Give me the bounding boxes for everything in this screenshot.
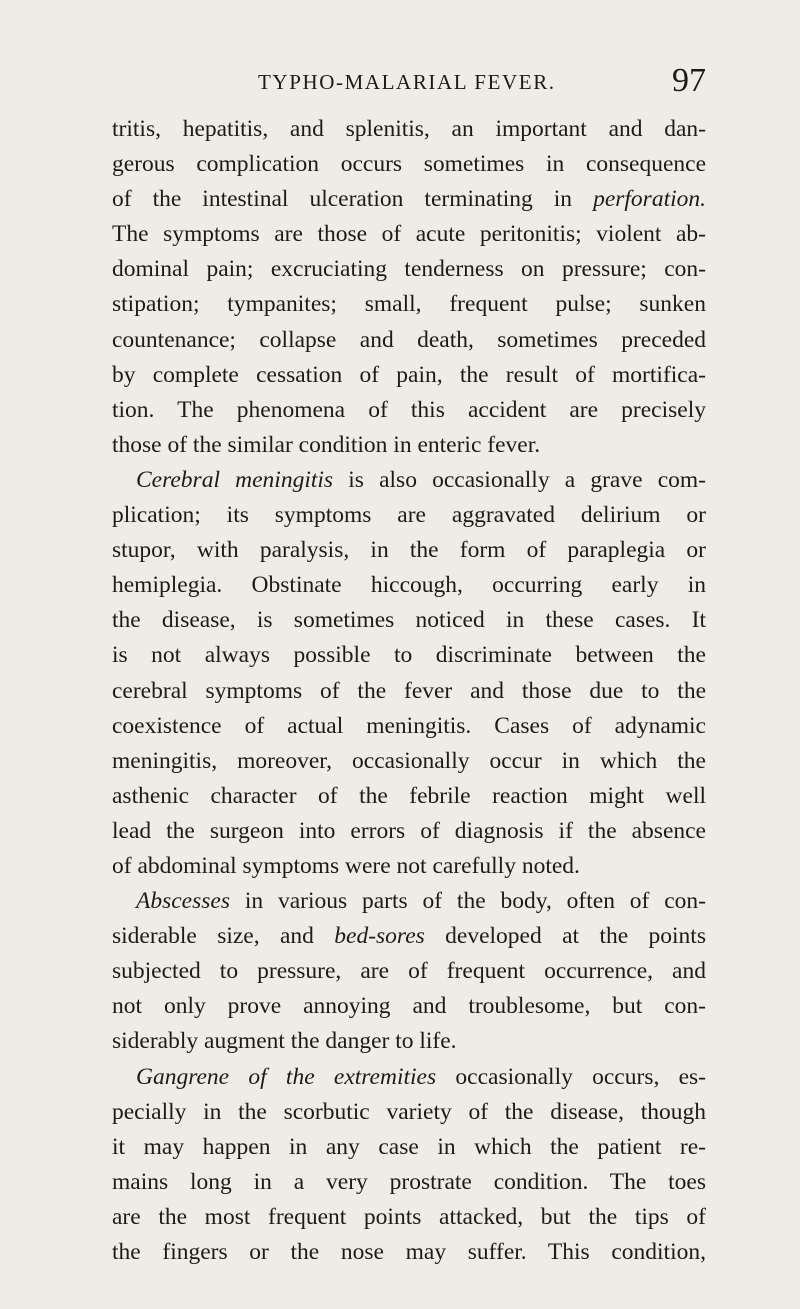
text-line [112, 1165, 706, 1200]
text-segment: gerous complication occurs sometimes in consequence [112, 151, 706, 178]
text-line [112, 779, 706, 814]
italic-term: Abscesses [136, 888, 230, 915]
text-line [112, 1235, 706, 1270]
text-line [112, 814, 706, 849]
text-line [112, 709, 706, 744]
text-segment: asthenic character of the febrile reaction might well [112, 782, 706, 809]
text-line [112, 1200, 706, 1235]
text-segment: mains long in a very prostrate condition. The toes [112, 1168, 706, 1195]
page-header [112, 62, 706, 106]
text-line [112, 112, 706, 147]
text-segment: cerebral symptoms of the fever and those due to the [112, 677, 706, 704]
text-line [112, 147, 706, 182]
text-segment: is not always possible to discriminate between the [112, 642, 706, 669]
text-line [112, 674, 706, 709]
text-line [112, 1060, 706, 1095]
italic-term: bed-sores [334, 923, 425, 950]
text-segment: lead the surgeon into errors of diagnosis if the absence [112, 817, 706, 844]
text-line [112, 638, 706, 673]
text-segment: hemiplegia. Obstinate hiccough, occurring early in [112, 572, 706, 599]
text-line [112, 1024, 706, 1059]
text-line [112, 568, 706, 603]
text-segment: stupor, with paralysis, in the form of paraplegia or [112, 537, 706, 564]
text-segment: meningitis, moreover, occasionally occur in which the [112, 747, 706, 774]
text-segment: countenance; collapse and death, sometimes preceded [112, 326, 706, 353]
text-line [112, 533, 706, 568]
text-line [112, 498, 706, 533]
text-segment: dominal pain; excruciating tenderness on pressure; con- [112, 256, 706, 283]
text-segment: stipation; tympanites; small, frequent pulse; sunken [112, 291, 706, 318]
text-segment: subjected to pressure, are of frequent occurrence, and [112, 958, 706, 985]
text-segment: it may happen in any case in which the patient re- [112, 1133, 706, 1160]
text-line [112, 989, 706, 1024]
text-segment: developed at the points [424, 923, 706, 950]
text-segment: the fingers or the nose may suffer. This condition, [112, 1239, 706, 1265]
text-line [112, 358, 706, 393]
text-line [112, 603, 706, 638]
text-segment: are the most frequent points attacked, but the tips of [112, 1203, 706, 1230]
italic-term: perforation. [593, 186, 706, 213]
text-segment: tritis, hepatitis, and splenitis, an important and dan- [112, 116, 706, 142]
text-segment: tion. The phenomena of this accident are precisely [112, 396, 706, 423]
text-line [112, 1095, 706, 1130]
text-segment: The symptoms are those of acute peritonitis; violent ab- [112, 221, 706, 248]
text-segment: by complete cessation of pain, the result of mortifica- [112, 361, 706, 388]
text-segment: siderably augment the danger to life. [112, 1028, 457, 1055]
text-segment: in various parts of the body, often of con- [229, 888, 706, 915]
page-number: 97 [672, 62, 706, 99]
text-segment: siderable size, and [112, 923, 335, 950]
text-line [112, 428, 706, 463]
text-line [112, 182, 706, 217]
text-segment: pecially in the scorbutic variety of the disease, though [112, 1098, 706, 1125]
italic-term: Gangrene of the extremities [136, 1063, 437, 1090]
text-segment: coexistence of actual meningitis. Cases of adynamic [112, 712, 706, 739]
text-line [112, 217, 706, 252]
text-line [112, 849, 706, 884]
body-text [112, 112, 706, 1270]
text-line [112, 463, 706, 498]
text-segment: of abdominal symptoms were not carefully noted. [112, 852, 580, 879]
italic-term: Cerebral meningitis [136, 466, 334, 493]
text-line [112, 954, 706, 989]
text-segment: not only prove annoying and troublesome, but con- [112, 993, 706, 1020]
text-segment: those of the similar condition in enteric fever. [112, 431, 541, 458]
text-line [112, 287, 706, 322]
text-line [112, 919, 706, 954]
text-segment: the disease, is sometimes noticed in these cases. It [112, 607, 706, 634]
text-segment: of the intestinal ulceration terminating in [112, 186, 594, 213]
text-line [112, 744, 706, 779]
text-line [112, 884, 706, 919]
text-line [112, 323, 706, 358]
text-segment: is also occasionally a grave com- [333, 466, 706, 493]
text-segment: occasionally occurs, es- [436, 1063, 707, 1090]
text-line [112, 393, 706, 428]
text-line [112, 252, 706, 287]
running-head: TYPHO-MALARIAL FEVER. [258, 70, 556, 94]
text-segment: plication; its symptoms are aggravated delirium or [112, 502, 706, 529]
text-line [112, 1130, 706, 1165]
